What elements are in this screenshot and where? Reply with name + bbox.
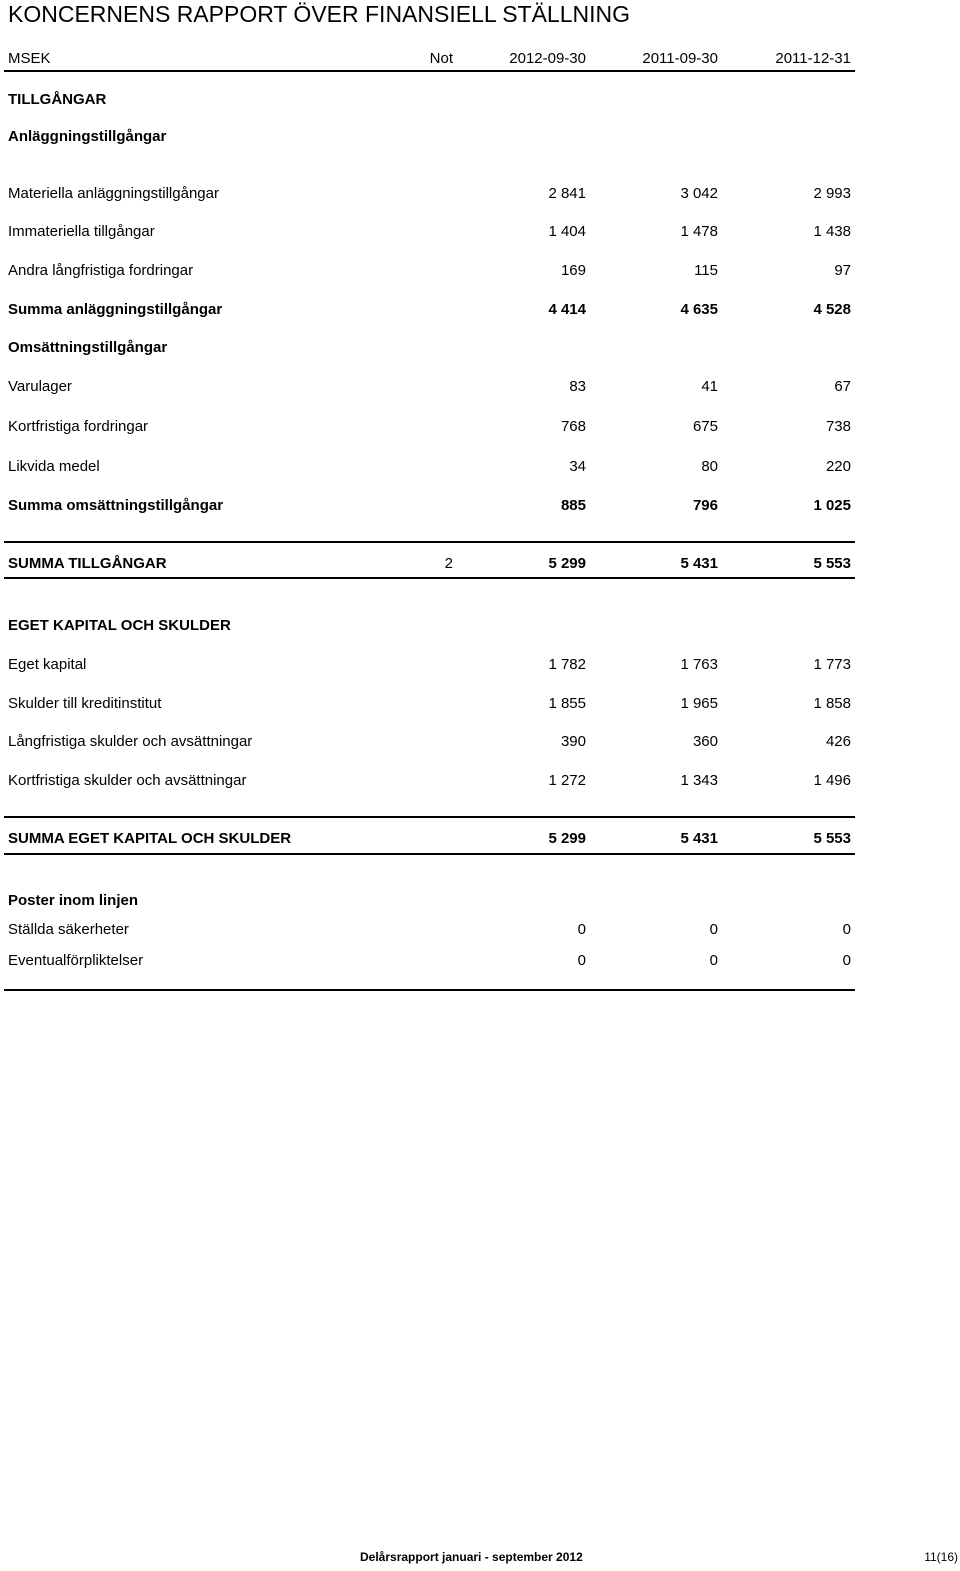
value-2012-09-30: 1 782 (548, 656, 586, 673)
section-heading-tillgangar (0, 88, 860, 112)
value-2012-09-30: 1 855 (548, 695, 586, 712)
column-header-2012-09-30: 2012-09-30 (509, 50, 586, 67)
table-row (0, 415, 860, 439)
row-label: Likvida medel (8, 458, 100, 475)
value-2011-09-30: 115 (694, 262, 718, 279)
value-2011-12-31: 5 553 (813, 830, 851, 847)
value-2012-09-30: 885 (560, 497, 586, 514)
section-heading-poster-inom-linjen (0, 889, 860, 913)
row-label: Eget kapital (8, 656, 87, 673)
subtotal-row (0, 494, 860, 518)
value-2011-12-31: 2 993 (813, 185, 851, 202)
row-label: Immateriella tillgångar (8, 223, 155, 240)
value-2012-09-30: 2 841 (548, 185, 586, 202)
value-2011-12-31: 67 (834, 378, 851, 395)
row-label: Skulder till kreditinstitut (8, 695, 162, 712)
row-label: Summa omsättningstillgångar (8, 497, 224, 514)
value-2011-12-31: 1 858 (813, 695, 851, 712)
row-label: Andra långfristiga fordringar (8, 262, 194, 279)
total-row-eget-kapital-och-skulder (0, 827, 860, 851)
value-2011-09-30: 1 343 (680, 772, 718, 789)
table-row (0, 259, 860, 283)
subsection-heading-anlaggningstillgangar (0, 125, 860, 149)
note-cell: 2 (444, 555, 453, 572)
value-2011-12-31: 97 (834, 262, 851, 279)
value-2011-09-30: 1 763 (680, 656, 718, 673)
value-2012-09-30: 1 272 (548, 772, 586, 789)
value-2011-12-31: 1 438 (813, 223, 851, 240)
value-2012-09-30: 34 (569, 458, 586, 475)
value-2011-09-30: 0 (709, 952, 718, 969)
total-row-tillgangar (0, 552, 860, 576)
subsection-heading-omsattningstillgangar (0, 336, 860, 360)
row-label: TILLGÅNGAR (8, 91, 107, 108)
value-2011-12-31: 1 773 (813, 656, 851, 673)
table-row (0, 455, 860, 479)
table-row (0, 220, 860, 244)
value-2012-09-30: 390 (560, 733, 586, 750)
value-2011-12-31: 1 496 (813, 772, 851, 789)
value-2011-09-30: 0 (709, 921, 718, 938)
value-2011-09-30: 41 (701, 378, 718, 395)
row-label: Materiella anläggningstillgångar (8, 185, 219, 202)
value-2012-09-30: 1 404 (548, 223, 586, 240)
column-header-row (0, 47, 860, 71)
note-header: Not (429, 50, 453, 67)
total-divider-bottom (4, 853, 855, 855)
value-2011-12-31: 738 (825, 418, 851, 435)
value-2012-09-30: 169 (560, 262, 586, 279)
value-2012-09-30: 5 299 (548, 830, 586, 847)
table-end-divider (4, 989, 855, 991)
table-row (0, 375, 860, 399)
table-row (0, 692, 860, 716)
value-2011-09-30: 80 (701, 458, 718, 475)
value-2011-12-31: 1 025 (813, 497, 851, 514)
page-title: KONCERNENS RAPPORT ÖVER FINANSIELL STÄLLNING (8, 1, 631, 27)
value-2011-09-30: 1 478 (680, 223, 718, 240)
unit-label: MSEK (8, 50, 51, 67)
table-row (0, 653, 860, 677)
value-2012-09-30: 4 414 (548, 301, 586, 318)
table-row (0, 949, 860, 973)
section-heading-eget-kapital-och-skulder (0, 614, 860, 638)
total-divider-top (4, 816, 855, 818)
row-label: Summa anläggningstillgångar (8, 301, 223, 318)
value-2011-12-31: 4 528 (813, 301, 851, 318)
value-2011-12-31: 0 (842, 952, 851, 969)
report-footer-title: Delårsrapport januari - september 2012 (360, 1550, 583, 1564)
row-label: Eventualförpliktelser (8, 952, 144, 969)
value-2012-09-30: 0 (577, 921, 586, 938)
header-divider (4, 70, 855, 72)
row-label: SUMMA EGET KAPITAL OCH SKULDER (8, 830, 292, 847)
row-label: SUMMA TILLGÅNGAR (8, 555, 167, 572)
row-label: EGET KAPITAL OCH SKULDER (8, 617, 231, 634)
value-2011-09-30: 4 635 (680, 301, 718, 318)
row-label: Anläggningstillgångar (8, 128, 167, 145)
column-header-2011-09-30: 2011-09-30 (642, 50, 718, 67)
subtotal-row (0, 298, 860, 322)
value-2011-09-30: 5 431 (680, 830, 718, 847)
value-2011-12-31: 220 (825, 458, 851, 475)
total-divider-top (4, 541, 855, 543)
table-row (0, 769, 860, 793)
value-2011-12-31: 5 553 (813, 555, 851, 572)
value-2012-09-30: 5 299 (548, 555, 586, 572)
table-row (0, 182, 860, 206)
value-2011-12-31: 0 (842, 921, 851, 938)
value-2012-09-30: 768 (560, 418, 586, 435)
value-2011-09-30: 360 (692, 733, 718, 750)
row-label: Kortfristiga skulder och avsättningar (8, 772, 247, 789)
value-2011-12-31: 426 (825, 733, 851, 750)
value-2012-09-30: 0 (577, 952, 586, 969)
value-2011-09-30: 796 (692, 497, 718, 514)
page-number: 11(16) (924, 1550, 958, 1564)
value-2012-09-30: 83 (569, 378, 586, 395)
table-row (0, 918, 860, 942)
row-label: Varulager (8, 378, 72, 395)
value-2011-09-30: 5 431 (680, 555, 718, 572)
row-label: Kortfristiga fordringar (8, 418, 149, 435)
column-header-2011-12-31: 2011-12-31 (775, 50, 851, 67)
row-label: Poster inom linjen (8, 892, 139, 909)
table-row (0, 730, 860, 754)
value-2011-09-30: 1 965 (680, 695, 718, 712)
row-label: Omsättningstillgångar (8, 339, 168, 356)
total-divider-bottom (4, 577, 855, 579)
value-2011-09-30: 675 (692, 418, 718, 435)
value-2011-09-30: 3 042 (680, 185, 718, 202)
row-label: Ställda säkerheter (8, 921, 129, 938)
row-label: Långfristiga skulder och avsättningar (8, 733, 253, 750)
